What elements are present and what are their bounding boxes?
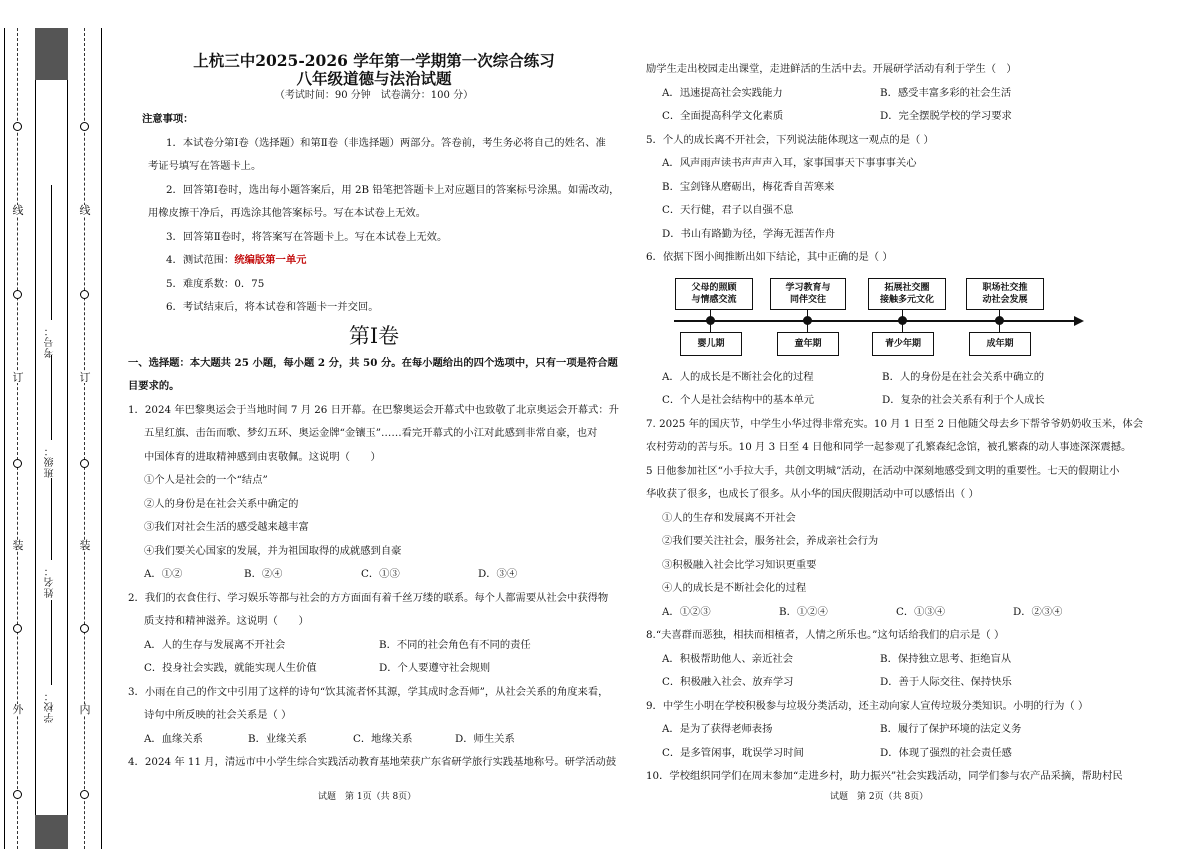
timeline-axis xyxy=(674,320,1078,322)
outer-label-ding: 订 xyxy=(12,371,24,384)
question-4: 4．2024 年 11 月，清远市中小学生综合实践活动教育基地荣获广东省研学旅行实践基地称号。研学活动鼓 xyxy=(128,756,617,768)
test-scope-value: 统编版第一单元 xyxy=(234,254,307,266)
timeline-stage-box: 青少年期 xyxy=(872,332,934,356)
option-c[interactable]: C．积极融入社会、放弃学习 xyxy=(662,676,794,688)
option-d[interactable]: D．体现了强烈的社会责任感 xyxy=(880,746,1012,759)
q3-options xyxy=(128,728,620,752)
binding-margin xyxy=(0,0,118,849)
q4-options-row-2 xyxy=(646,105,1146,129)
q7-statement-1: ①人的生存和发展离不开社会 xyxy=(662,511,796,524)
option-a[interactable]: A．风声雨声读书声声声入耳，家事国事天下事事事关心 xyxy=(662,157,917,169)
q7-statement-3: ③积极融入社会比学习知识更重要 xyxy=(662,558,817,571)
timeline-top-box: 职场社交推 动社会发展 xyxy=(966,278,1044,310)
option-b[interactable]: B．人的身份是在社会关系中确立的 xyxy=(882,370,1045,383)
note-3: 3．回答第Ⅱ卷时，将答案写在答题卡上。写在本试卷上无效。 xyxy=(166,230,448,243)
margin-border-right xyxy=(101,28,102,849)
notes-block xyxy=(128,104,620,320)
margin-gray-bar-top xyxy=(35,28,68,80)
growth-timeline-diagram xyxy=(660,276,1090,358)
question-7: 7. 2025 年的国庆节，中学生小华过得非常充实。10 月 1 日至 2 日他随父母去乡下帮爷爷奶奶收玉米，体会 xyxy=(646,417,1144,430)
exam-title: 上杭三中2025-2026 学年第一学期第一次综合练习 xyxy=(193,51,555,70)
note-1-cont: 考证号填写在答题卡上。 xyxy=(148,160,262,172)
name-field-line[interactable] xyxy=(51,478,52,560)
q4-options-row-1 xyxy=(646,82,1146,106)
question-3: 3．小雨在自己的作文中引用了这样的诗句“饮其流者怀其源，学其成时念吾师”，从社会关系的角度来看， xyxy=(128,685,609,698)
question-9: 9．中学生小明在学校积极参与垃圾分类活动，还主动向家人宣传垃圾分类知识。小明的行为（ ） xyxy=(646,699,1089,712)
option-c[interactable]: C．地缘关系 xyxy=(353,732,413,745)
option-b[interactable]: B．保持独立思考、拒绝盲从 xyxy=(880,652,1012,665)
question-2-cont: 质支持和精神滋养。这说明（ ） xyxy=(144,615,309,627)
note-1: 1．本试卷分第Ⅰ卷（选择题）和第Ⅱ卷（非选择题）两部分。答卷前，考生务必将自己的姓名、准 xyxy=(166,136,606,149)
option-d[interactable]: D．③④ xyxy=(478,568,518,580)
q9-options-row-2 xyxy=(646,742,1146,766)
note-5: 5．难度系数：0．75 xyxy=(166,277,265,290)
option-d[interactable]: D．复杂的社会关系有利于个人成长 xyxy=(882,394,1045,406)
option-d[interactable]: D．善于人际交往、保持快乐 xyxy=(880,676,1012,688)
option-c[interactable]: C．个人是社会结构中的基本单元 xyxy=(662,394,815,406)
timeline-connector xyxy=(710,324,711,332)
option-d[interactable]: D．个人要遵守社会规则 xyxy=(379,662,491,674)
q1-statement-3: ③我们对社会生活的感受越来越丰富 xyxy=(144,521,309,533)
question-7-cont: 农村劳动的苦与乐。10 月 3 日至 4 日他和同学一起参观了孔繁森纪念馆，被孔繁森的动人事迹深深震撼。 xyxy=(646,441,1132,453)
question-1: 1．2024 年巴黎奥运会于当地时间 7 月 26 日开幕。在巴黎奥运会开幕式中也致敬了北京奥运会开幕式：升 xyxy=(128,403,619,416)
page-2-footer: 试题 第 2页（共 8页） xyxy=(830,792,929,802)
inner-label-zhuang: 装 xyxy=(79,539,91,552)
note-6: 6．考试结束后，将本试卷和答题卡一并交回。 xyxy=(166,301,379,313)
q1-statement-4: ④我们要关心国家的发展，并为祖国取得的成就感到自豪 xyxy=(144,544,402,557)
class-field-line[interactable] xyxy=(51,355,52,440)
option-d[interactable]: D．师生关系 xyxy=(455,732,515,745)
inner-cut-line xyxy=(84,28,85,849)
exam-time-score: （考试时间：90 分钟 试卷满分：100 分） xyxy=(274,90,474,101)
q2-options-row-1 xyxy=(128,634,620,658)
q1-statement-2: ②人的身份是在社会关系中确定的 xyxy=(144,497,299,510)
question-7-cont: 华收获了很多，也成长了很多。从小华的国庆假期活动中可以感悟出（ ） xyxy=(646,488,979,500)
section-intro-cont: 目要求的。 xyxy=(128,380,180,392)
option-a[interactable]: A．①② xyxy=(144,568,183,580)
binding-hole-circle xyxy=(80,624,89,633)
margin-border-left xyxy=(4,28,5,849)
binding-hole-circle xyxy=(13,459,22,468)
timeline-top-box: 父母的照顾 与情感交流 xyxy=(675,278,753,310)
page-2-column xyxy=(646,58,1146,789)
question-1-cont: 中国体育的进取精神感到由衷敬佩。这说明（ ） xyxy=(144,450,381,463)
option-b[interactable]: B．业缘关系 xyxy=(248,732,308,745)
question-7-cont: 5 日他参加社区“小手拉大手，共创文明城”活动，在活动中深刻地感受到文明的重要性。七天的假期让小 xyxy=(646,464,1120,477)
option-c[interactable]: C．①③ xyxy=(361,568,400,580)
inner-label-xian: 线 xyxy=(79,204,91,217)
q6-options-row-2 xyxy=(646,389,1146,413)
option-a[interactable]: A．积极帮助他人、亲近社会 xyxy=(662,652,793,665)
margin-gray-bar-bottom xyxy=(35,815,68,849)
question-3-cont: 诗句中所反映的社会关系是（ ） xyxy=(144,709,292,721)
binding-hole-circle xyxy=(13,624,22,633)
question-4-cont: 励学生走出校园走出课堂，走进鲜活的生活中去。开展研学活动有利于学生（ ） xyxy=(646,63,1017,75)
outer-cut-line xyxy=(17,28,18,849)
option-b[interactable]: B．②④ xyxy=(244,568,283,580)
q2-options-row-2 xyxy=(128,657,620,681)
option-a[interactable]: A．血缘关系 xyxy=(144,732,203,745)
page-1-footer: 试题 第 1页（共 8页） xyxy=(318,792,417,802)
q1-options xyxy=(128,563,620,587)
option-b[interactable]: B．①②④ xyxy=(779,605,828,618)
outer-label-xian: 线 xyxy=(12,204,24,217)
timeline-top-box: 拓展社交圈 接触多元文化 xyxy=(868,278,946,310)
binding-hole-circle xyxy=(80,122,89,131)
binding-hole-circle xyxy=(80,459,89,468)
option-a[interactable]: A．是为了获得老师表扬 xyxy=(662,723,773,735)
page-1-column xyxy=(128,52,620,775)
q6-options-row-1 xyxy=(646,366,1146,390)
q9-options-row-1 xyxy=(646,718,1146,742)
option-a[interactable]: A．迅速提高社会实践能力 xyxy=(662,86,783,99)
option-b[interactable]: B．宝剑锋从磨砺出，梅花香自苦寒来 xyxy=(662,180,835,193)
timeline-connector xyxy=(807,324,808,332)
option-a[interactable]: A．人的生存与发展离不开社会 xyxy=(144,638,286,651)
option-d[interactable]: D．②③④ xyxy=(1013,605,1063,618)
question-6: 6．依据下图小闽推断出如下结论，其中正确的是（ ） xyxy=(646,251,893,263)
binding-hole-circle xyxy=(13,790,22,799)
note-2-cont: 用橡皮擦干净后，再选涂其他答案标号。写在本试卷上无效。 xyxy=(148,207,427,219)
timeline-connector xyxy=(902,324,903,332)
option-d[interactable]: D．书山有路勤为径，学海无涯苦作舟 xyxy=(662,227,836,240)
q1-statement-1: ①个人是社会的一个“结点” xyxy=(144,474,268,486)
note-4 xyxy=(142,249,620,273)
option-b[interactable]: B．感受丰富多彩的社会生活 xyxy=(880,86,1012,99)
name-field-label: 姓名： xyxy=(45,565,56,598)
question-1-cont: 五星红旗、击缶而歌、梦幻五环、奥运金牌“金镶玉”……看完开幕式的小江对此感到非常自豪，也对 xyxy=(144,427,598,439)
option-a[interactable]: A．①②③ xyxy=(662,605,711,618)
option-b[interactable]: B．履行了保护环境的法定义务 xyxy=(880,723,1022,735)
section-title: 第Ⅰ卷 xyxy=(348,323,400,348)
timeline-arrow-icon xyxy=(1074,316,1084,326)
outer-label-zhuang: 装 xyxy=(12,539,24,552)
binding-hole-circle xyxy=(13,290,22,299)
inner-label-nei: 内 xyxy=(79,703,91,716)
section-intro: 一、选择题：本大题共 25 小题，每小题 2 分，共 50 分。在每小题给出的四个选项中，只有一项是符合题 xyxy=(128,356,618,369)
notes-heading: 注意事项： xyxy=(142,113,194,125)
q7-statement-2: ②我们要关注社会，服务社会，养成亲社会行为 xyxy=(662,535,879,547)
outer-label-wai: 外 xyxy=(12,703,24,716)
option-c[interactable]: C．投身社会实践，就能实现人生价值 xyxy=(144,662,317,674)
inner-label-ding: 订 xyxy=(79,371,91,384)
question-8: 8.“夫喜群而恶独，相扶而相植者，人情之所乐也。”这句话给我们的启示是（ ） xyxy=(646,629,1005,641)
note-2: 2．回答第Ⅰ卷时，选出每小题答案后，用 2B 铅笔把答题卡上对应题目的答案标号涂黑。如需改动， xyxy=(166,183,620,196)
timeline-stage-box: 成年期 xyxy=(969,332,1031,356)
binding-hole-circle xyxy=(13,122,22,131)
school-field-line[interactable] xyxy=(51,600,52,685)
q7-statement-4: ④人的成长是不断社会化的过程 xyxy=(662,582,807,594)
class-field-label: 班级： xyxy=(45,445,56,478)
timeline-stage-box: 童年期 xyxy=(777,332,839,356)
binding-hole-circle xyxy=(80,290,89,299)
option-a[interactable]: A．人的成长是不断社会化的过程 xyxy=(662,370,814,383)
question-2: 2．我们的衣食住行、学习娱乐等都与社会的方方面面有着千丝万缕的联系。每个人都需要从社会中获得物 xyxy=(128,591,609,604)
option-c[interactable]: C．天行健，君子以自强不息 xyxy=(662,204,794,216)
school-field-label: 学校： xyxy=(45,690,56,723)
exam-number-field-line[interactable] xyxy=(51,185,52,320)
q8-options-row-2 xyxy=(646,671,1146,695)
timeline-top-box: 学习教育与 同伴交往 xyxy=(770,278,846,310)
exam-subtitle: 八年级道德与法治试题 xyxy=(296,69,452,88)
option-c[interactable]: C．①③④ xyxy=(896,605,946,618)
note-4-label: 4．测试范围： xyxy=(166,254,235,266)
option-d[interactable]: D．完全摆脱学校的学习要求 xyxy=(880,110,1012,122)
exam-number-field-label: 考号： xyxy=(45,325,56,358)
binding-hole-circle xyxy=(80,790,89,799)
option-c[interactable]: C．全面提高科学文化素质 xyxy=(662,110,784,122)
q7-options xyxy=(646,601,1146,625)
q8-options-row-1 xyxy=(646,648,1146,672)
question-10: 10．学校组织同学们在周末参加“走进乡村，助力振兴”社会实践活动，同学们参与农产品采摘，帮助村民 xyxy=(646,770,1123,782)
option-b[interactable]: B．不同的社会角色有不同的责任 xyxy=(379,638,531,651)
option-c[interactable]: C．是多管闲事，耽误学习时间 xyxy=(662,746,804,759)
timeline-stage-box: 婴儿期 xyxy=(680,332,742,356)
timeline-connector xyxy=(999,324,1000,332)
question-5: 5．个人的成长离不开社会，下列说法能体现这一观点的是（ ） xyxy=(646,133,934,146)
